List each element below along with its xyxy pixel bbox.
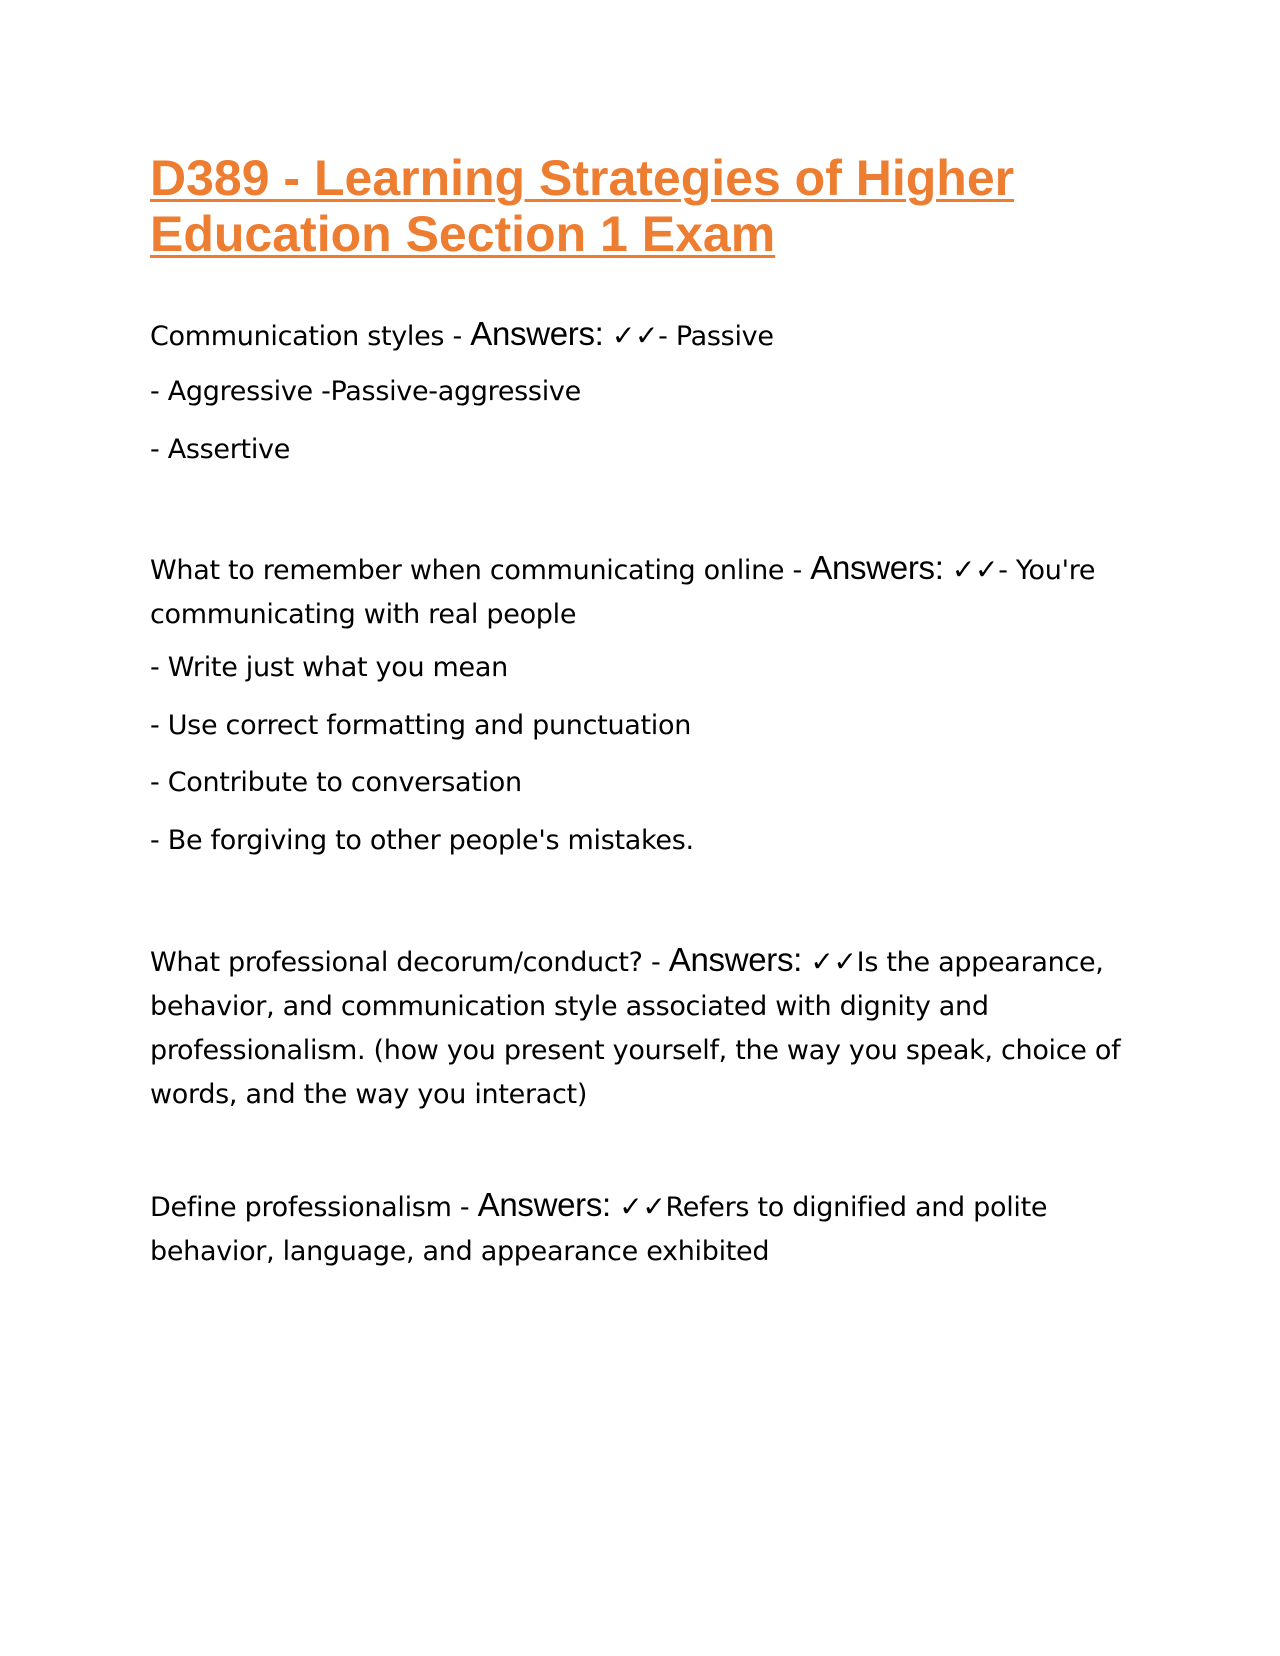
double-check-icon: ✓✓ [810,945,857,978]
double-check-icon: ✓✓ [611,319,659,352]
answers-label: Answers: [470,315,604,352]
qa-item-4 [150,1183,1130,1274]
question-text: What professional decorum/conduct? [150,947,643,978]
answers-label: Answers: [477,1186,611,1223]
answer-line: - Aggressive -Passive-aggressive [150,376,581,407]
answers-label: Answers: [668,941,803,978]
qa-item-1 [150,312,1130,359]
double-check-icon: ✓✓ [951,553,999,586]
answer-text: Refers to dignified and polite behavior, language, and appearance exhibited [150,1192,1048,1267]
answer-line: - Contribute to conversation [150,767,522,798]
answer-line: - Assertive [150,434,291,465]
double-check-icon: ✓✓ [619,1190,666,1223]
answers-label: Answers: [810,549,944,586]
separator: - [642,947,669,978]
answer-line: - Use correct formatting and punctuation [150,710,692,741]
separator: - [784,555,811,586]
answer-line: - Be forgiving to other people's mistakes. [150,825,694,856]
qa-item-3 [150,938,1130,1117]
separator: - [451,1192,478,1223]
question-text: Define professionalism [150,1192,452,1223]
question-text: What to remember when communicating online [150,555,785,586]
answer-line: - Write just what you mean [150,652,508,683]
answer-text: - Passive [658,321,774,352]
separator: - [444,321,471,352]
answer-text: - You're communicating with real people [150,555,1096,630]
question-text: Communication styles [150,321,445,352]
answer-text: Is the appearance, behavior, and communication style associated with dignity and professionalism. (how you present yourself, the way you speak, choice of words, and the way you interact) [150,947,1121,1110]
document-title: D389 - Learning Strategies of Higher Education Section 1 Exam [150,150,1015,262]
qa-item-2 [150,546,1130,637]
